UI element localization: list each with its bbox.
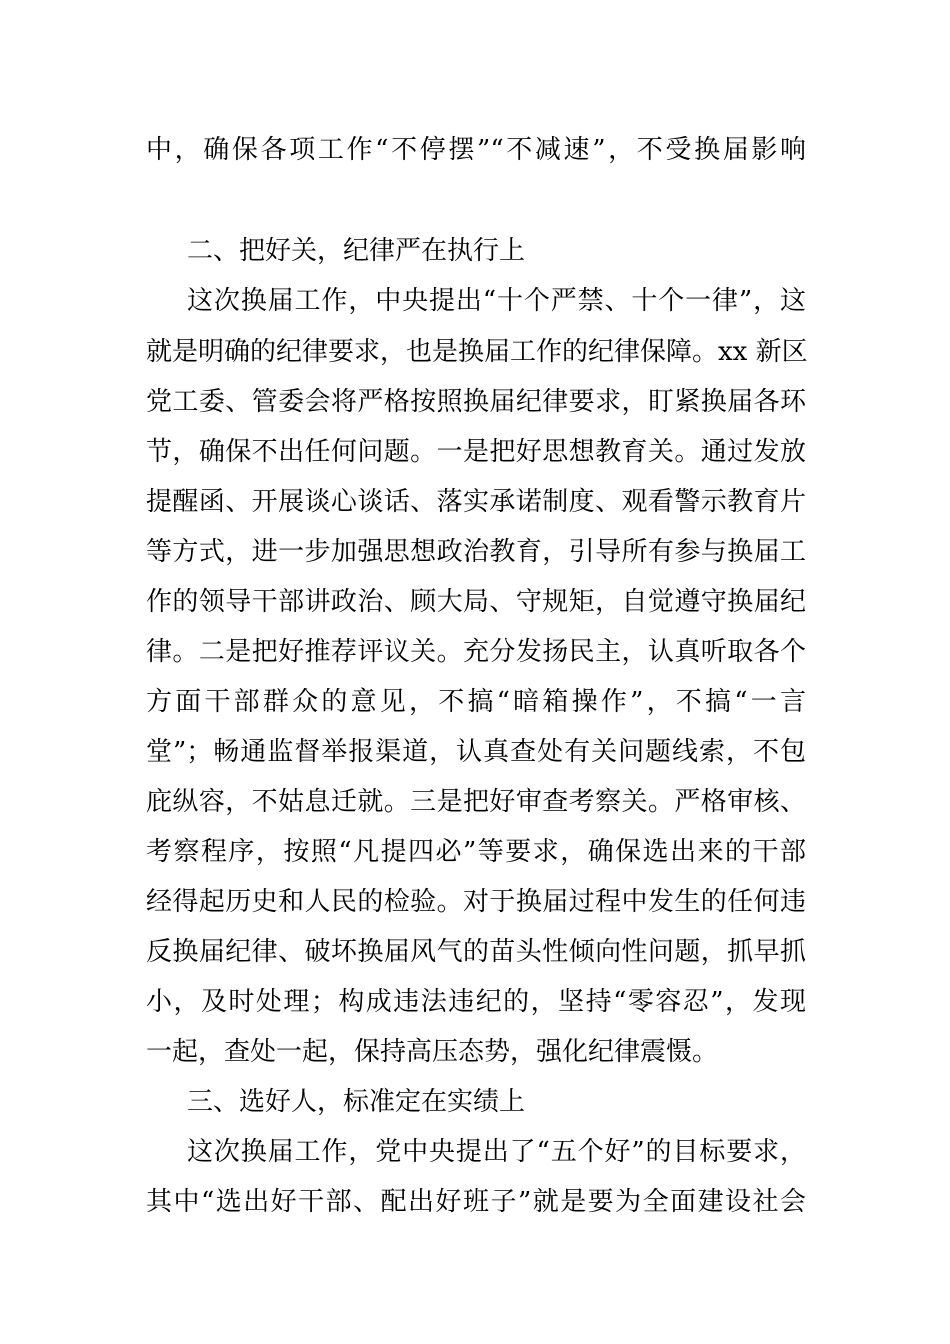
paragraph-line: 堂”；畅通监督举报渠道，认真查处有关问题线索，不包 <box>146 737 806 767</box>
section-3-heading: 三、选好人，标准定在实绩上 <box>187 1087 526 1117</box>
paragraph-line: 作的领导干部讲政治、顾大局、守规矩，自觉遵守换届纪 <box>146 587 806 617</box>
paragraph-line: 庇纵容，不姑息迁就。三是把好审查考察关。严格审核、 <box>146 787 806 817</box>
paragraph-line: 就是明确的纪律要求，也是换届工作的纪律保障。xx 新区 <box>146 337 808 367</box>
paragraph-line: 等方式，进一步加强思想政治教育，引导所有参与换届工 <box>146 537 806 567</box>
paragraph-line: 节，确保不出任何问题。一是把好思想教育关。通过发放 <box>146 437 806 467</box>
section-2-heading: 二、把好关，纪律严在执行上 <box>187 236 526 266</box>
paragraph-line: 考察程序，按照“凡提四必”等要求，确保选出来的干部 <box>146 837 806 867</box>
paragraph-line: 律。二是把好推荐评议关。充分发扬民主，认真听取各个 <box>146 637 806 667</box>
paragraph-line: 小，及时处理；构成违法违纪的，坚持“零容忍”，发现 <box>146 987 806 1017</box>
paragraph-line: 这次换届工作，中央提出“十个严禁、十个一律”，这 <box>187 286 806 316</box>
paragraph-line: 一起，查处一起，保持高压态势，强化纪律震慑。 <box>146 1037 719 1067</box>
continuation-line: 中，确保各项工作“不停摆”“不减速”，不受换届影响 <box>146 135 806 165</box>
paragraph-line: 方面干部群众的意见，不搞“暗箱操作”，不搞“一言 <box>146 687 806 717</box>
paragraph-line: 党工委、管委会将严格按照换届纪律要求，盯紧换届各环 <box>146 387 806 417</box>
paragraph-line: 其中“选出好干部、配出好班子”就是要为全面建设社会 <box>146 1187 806 1217</box>
paragraph-line: 这次换届工作，党中央提出了“五个好”的目标要求， <box>187 1137 806 1167</box>
paragraph-line: 经得起历史和人民的检验。对于换届过程中发生的任何违 <box>146 887 806 917</box>
paragraph-line: 提醒函、开展谈心谈话、落实承诺制度、观看警示教育片 <box>146 487 806 517</box>
paragraph-line: 反换届纪律、破坏换届风气的苗头性倾向性问题，抓早抓 <box>146 937 806 967</box>
